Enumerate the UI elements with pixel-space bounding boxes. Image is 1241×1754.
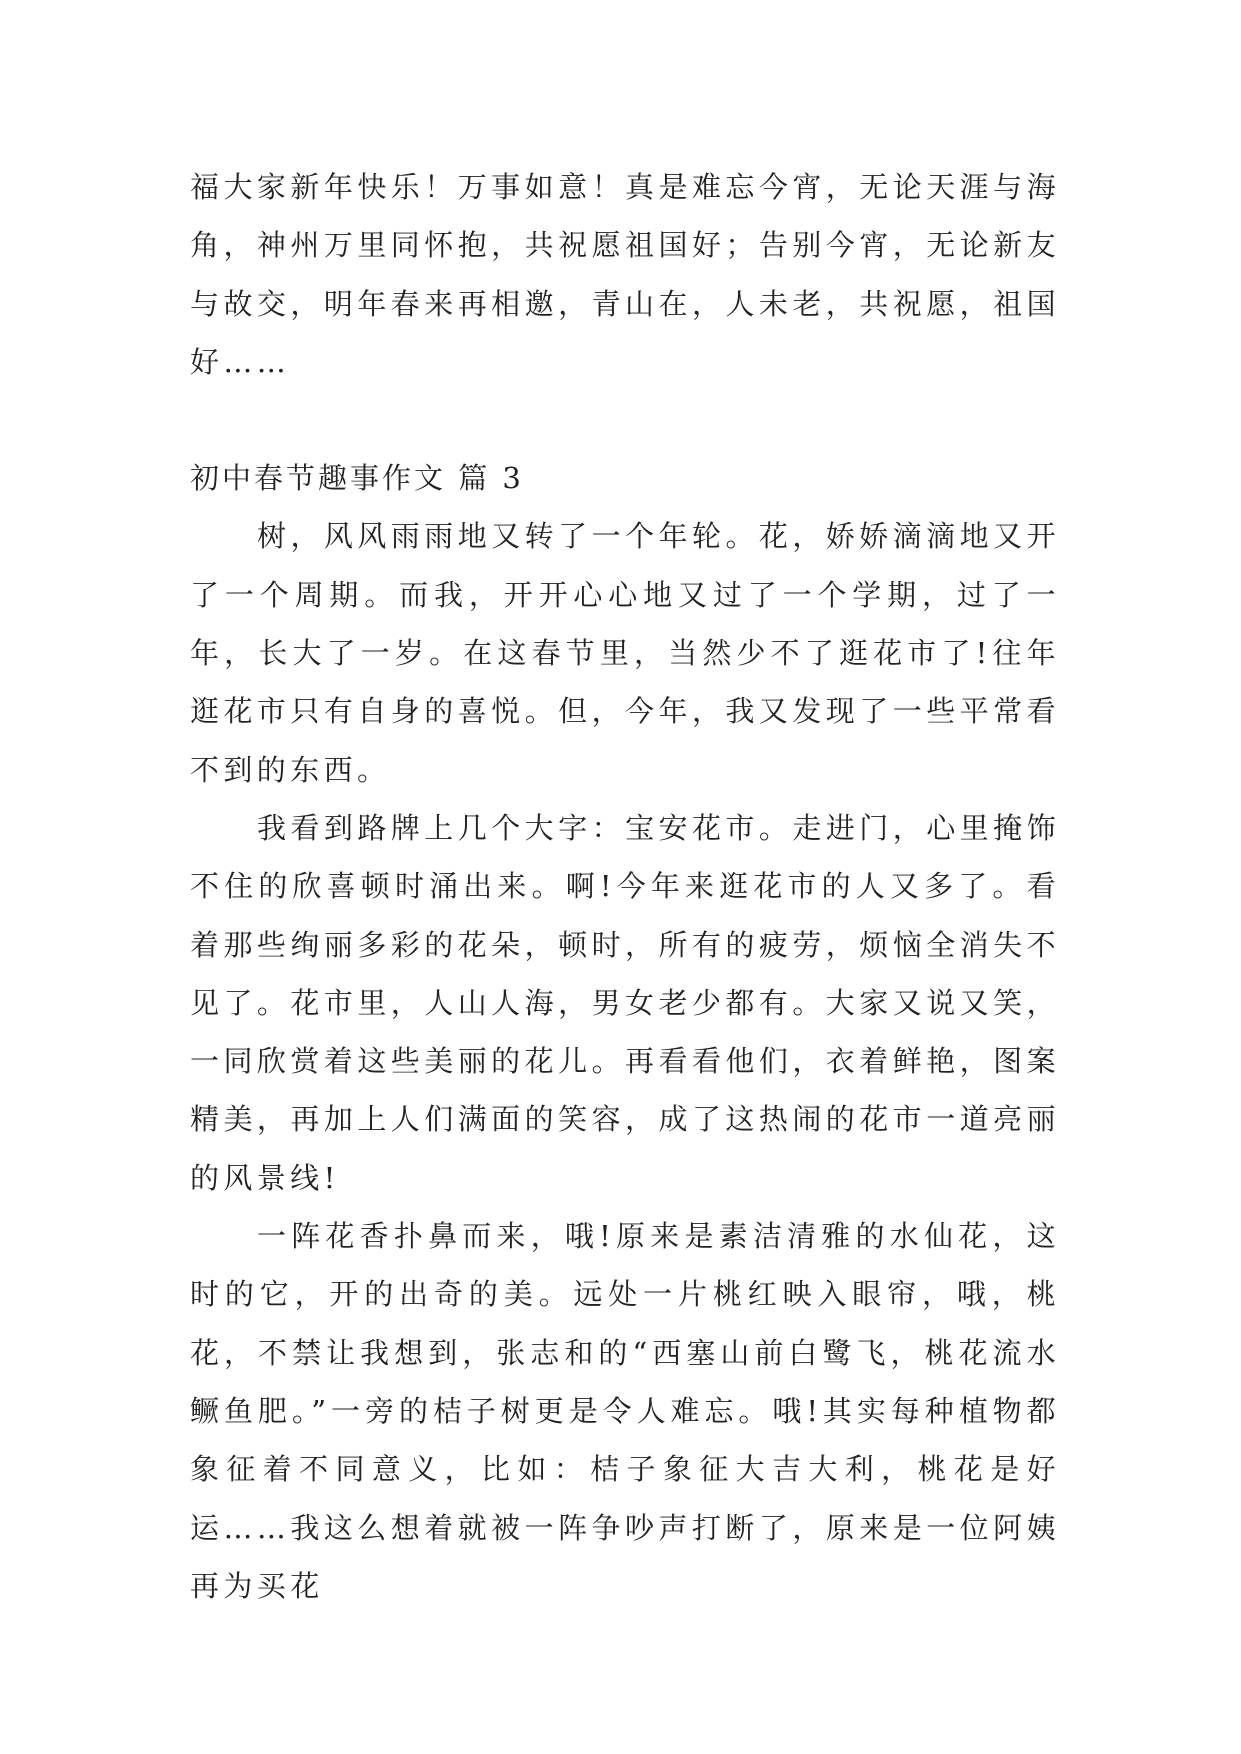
- body-paragraph-1: 树，风风雨雨地又转了一个年轮。花，娇娇滴滴地又开了一个周期。而我，开开心心地又过了一个学期，过了一年，长大了一岁。在这春节里，当然少不了逛花市了!往年逛花市只有自身的喜悦。但，今年，我又发现了一些平常看不到的东西。: [190, 519, 1060, 787]
- body-paragraph-3: 一阵花香扑鼻而来，哦!原来是素洁清雅的水仙花，这时的它，开的出奇的美。远处一片桃红映入眼帘，哦，桃花，不禁让我想到，张志和的“西塞山前白鹭飞，桃花流水鳜鱼肥。”一旁的桔子树更是令人难忘。哦!其实每种植物都象征着不同意义，比如：桔子象征大吉大利，桃花是好运……我这么想着就被一阵争吵声打断了，原来是一位阿姨再为买花: [190, 1219, 1060, 1603]
- intro-paragraph: 福大家新年快乐！万事如意！真是难忘今宵，无论天涯与海角，神州万里同怀抱，共祝愿祖国好；告别今宵，无论新友与故交，明年春来再相邀，青山在，人未老，共祝愿，祖国好……: [190, 170, 1060, 379]
- document-body: [190, 158, 1060, 1615]
- section-title: 初中春节趣事作文 篇 3: [190, 461, 524, 496]
- body-paragraph-2: 我看到路牌上几个大字：宝安花市。走进门，心里掩饰不住的欣喜顿时涌出来。啊!今年来逛花市的人又多了。看着那些绚丽多彩的花朵，顿时，所有的疲劳，烦恼全消失不见了。花市里，人山人海，男女老少都有。大家又说又笑，一同欣赏着这些美丽的花儿。再看看他们，衣着鲜艳，图案精美，再加上人们满面的笑容，成了这热闹的花市一道亮丽的风景线!: [190, 810, 1060, 1195]
